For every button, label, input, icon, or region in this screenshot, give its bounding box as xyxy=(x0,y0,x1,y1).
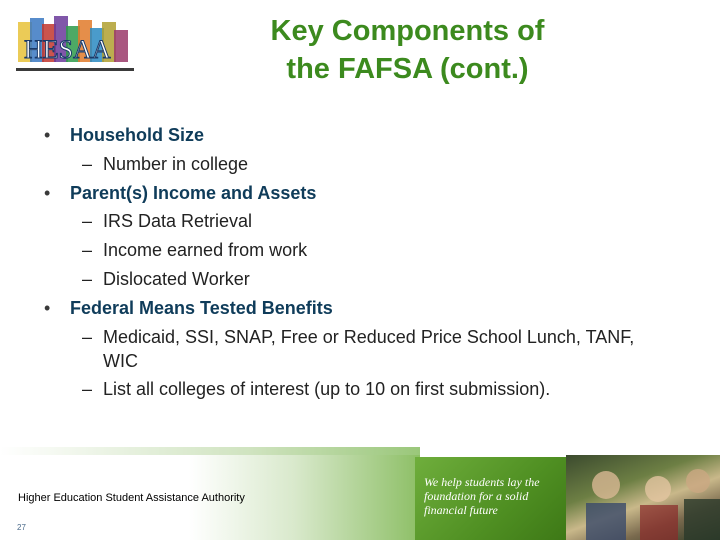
footer-students-photo xyxy=(566,455,720,540)
sub-medicaid-continued: WIC xyxy=(103,351,138,371)
sub-text: Dislocated Worker xyxy=(103,269,250,289)
bullet-text: Household Size xyxy=(70,125,205,145)
footer-org-name: Higher Education Student Assistance Authority xyxy=(18,492,245,504)
sub-text: IRS Data Retrieval xyxy=(103,211,253,231)
slide-title xyxy=(200,12,615,88)
dash-glyph: – xyxy=(82,327,93,347)
bullet-household-size xyxy=(44,122,204,148)
bullet-federal-benefits xyxy=(44,295,333,321)
bullet-text: Federal Means Tested Benefits xyxy=(70,298,333,318)
bullet-glyph: • xyxy=(44,125,51,145)
dash-glyph: – xyxy=(82,269,93,289)
title-line-2: the FAFSA (cont.) xyxy=(286,53,529,85)
sub-income-earned xyxy=(82,238,307,263)
sub-irs-data-retrieval xyxy=(82,209,252,234)
tagline-line-1: We help students lay the xyxy=(424,475,540,489)
dash-glyph: – xyxy=(82,154,93,174)
bullet-parent-income xyxy=(44,180,316,206)
footer-tagline xyxy=(424,475,562,517)
dash-glyph: – xyxy=(82,211,93,231)
title-line-1: Key Components of xyxy=(270,15,545,47)
dash-glyph: – xyxy=(82,240,93,260)
footer-top-bar xyxy=(0,447,420,455)
sub-text: Number in college xyxy=(103,154,249,174)
sub-medicaid xyxy=(82,325,634,350)
tagline-line-3: financial future xyxy=(424,503,498,517)
sub-dislocated-worker xyxy=(82,267,250,292)
hesaa-logo xyxy=(14,12,136,76)
bullet-glyph: • xyxy=(44,298,51,318)
bullet-text: Parent(s) Income and Assets xyxy=(70,183,317,203)
dash-glyph: – xyxy=(82,379,93,399)
footer-banner xyxy=(0,447,720,540)
sub-number-in-college xyxy=(82,152,248,177)
sub-text: Income earned from work xyxy=(103,240,308,260)
bullet-glyph: • xyxy=(44,183,51,203)
sub-list-colleges xyxy=(82,377,550,402)
sub-text: Medicaid, SSI, SNAP, Free or Reduced Price School Lunch, TANF, xyxy=(103,327,635,347)
logo-text: HESAA xyxy=(24,35,111,64)
sub-text: List all colleges of interest (up to 10 on first submission). xyxy=(103,379,551,399)
page-number: 27 xyxy=(17,523,26,532)
tagline-line-2: foundation for a solid xyxy=(424,489,529,503)
